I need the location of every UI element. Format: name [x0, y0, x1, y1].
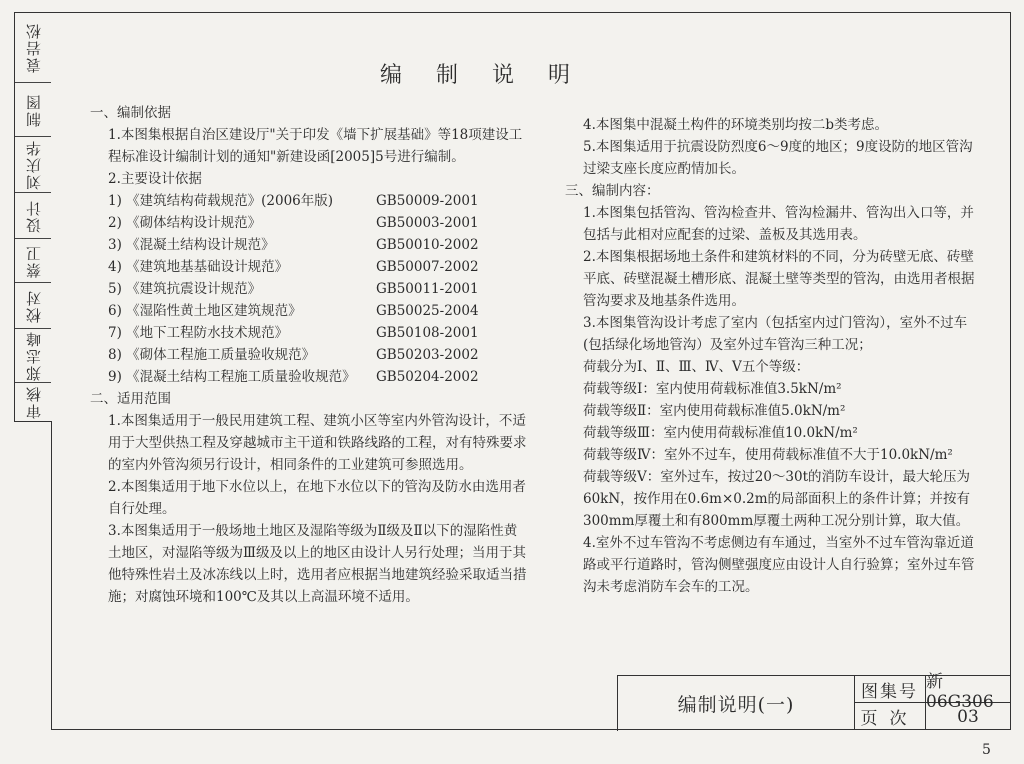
- load-level: 荷载等级Ⅴ：室外过车，按过20～30t的消防车设计，最大轮压为60kN，按作用在0.6m×0.2m的局部面积上的条件计算；并按有300mm厚覆土和有800mm厚覆土两种工况分别计算，取大值。: [583, 469, 971, 529]
- load-level: 荷载等级Ⅱ：室内使用荷载标准值5.0kN/m²: [583, 403, 846, 419]
- sig-name: 刘庆华: [24, 139, 43, 190]
- right-column: [565, 114, 985, 598]
- signature-strip: [14, 12, 52, 422]
- standards-list: [90, 190, 530, 388]
- sig-name: 袁岩松: [24, 22, 43, 73]
- list-item: 4) 《建筑地基基础设计规范》 GB50007-2002: [108, 259, 479, 275]
- page-label: 页次: [854, 703, 926, 730]
- list-item: 2) 《砌体结构设计规范》 GB50003-2001: [108, 215, 479, 231]
- drawing-name: 编制说明(一): [618, 676, 855, 730]
- list-item: 8) 《砌体工程施工质量验收规范》 GB50203-2002: [108, 347, 479, 363]
- sig-name: 蔡卫: [24, 243, 43, 278]
- sig-role: 制图: [24, 92, 43, 127]
- sig-name: 郑志峰: [24, 330, 43, 381]
- load-level: 荷载等级Ⅳ：室外不过车，使用荷载标准值不大于10.0kN/m²: [583, 447, 953, 463]
- page-value: 03: [957, 706, 979, 727]
- paragraph: 4.本图集中混凝土构件的环境类别均按二b类考虑。: [583, 117, 889, 133]
- load-level: 荷载等级Ⅰ：室内使用荷载标准值3.5kN/m²: [583, 381, 842, 397]
- sig-name-cell: [15, 13, 51, 83]
- section-title: 二、适用范围: [90, 391, 171, 407]
- list-item: 7) 《地下工程防水技术规范》 GB50108-2001: [108, 325, 479, 341]
- sig-role: 校对: [24, 288, 43, 323]
- sig-name-cell: [15, 137, 51, 193]
- sig-name-cell: [15, 329, 51, 383]
- section-title: 三、编制内容：: [565, 183, 660, 199]
- sig-role: 设计: [24, 198, 43, 233]
- atlas-number-value: 新06G306: [926, 676, 1010, 703]
- atlas-number-label: 图集号: [854, 676, 926, 703]
- list-item: 3) 《混凝土结构设计规范》 GB50010-2002: [108, 237, 479, 253]
- paragraph: 1.本图集适用于一般民用建筑工程、建筑小区等室内外管沟设计，不适用于大型供热工程及穿越城市主干道和铁路线路的工程，对有特殊要求的室内外管沟须另行设计，相同条件的工业建筑可参照选用。: [108, 413, 527, 473]
- paragraph: 荷载分为Ⅰ、Ⅱ、Ⅲ、Ⅳ、Ⅴ五个等级：: [583, 359, 810, 375]
- load-level: 荷载等级Ⅲ：室内使用荷载标准值10.0kN/m²: [583, 425, 858, 441]
- paragraph: 1.本图集包括管沟、管沟检查井、管沟检漏井、管沟出入口等，并包括与此相对应配套的过梁、盖板及其选用表。: [583, 205, 974, 243]
- list-item: 5) 《建筑抗震设计规范》 GB50011-2001: [108, 281, 479, 297]
- sig-name-cell: [15, 239, 51, 283]
- section-title: 一、编制依据: [90, 105, 171, 121]
- page-number: 5: [982, 742, 991, 758]
- paragraph: 3.本图集管沟设计考虑了室内（包括室内过门管沟），室外不过车(包括绿化场地管沟）及室外过车管沟三种工况；: [583, 315, 968, 353]
- sig-role-cell: [15, 83, 51, 137]
- paragraph: 2.本图集根据场地土条件和建筑材料的不同，分为砖壁无底、砖壁平底、砖壁混凝土槽形底、混凝土壁等类型的管沟，由选用者根据管沟要求及地基条件选用。: [583, 249, 975, 309]
- sig-role-cell: [15, 283, 51, 329]
- list-item: 9) 《混凝土结构工程施工质量验收规范》 GB50204-2002: [108, 369, 479, 385]
- paragraph: 3.本图集适用于一般场地土地区及湿陷等级为Ⅱ级及Ⅱ以下的湿陷性黄土地区，对湿陷等级为Ⅲ级及以上的地区由设计人另行处理；当用于其他特殊性岩土及冰冻线以上时，选用者应根据当地建筑经验采取适当措施；对腐蚀环境和100℃及其以上高温环境不适用。: [108, 523, 527, 605]
- sig-role-cell: [15, 383, 51, 421]
- paragraph: 2.本图集适用于地下水位以上，在地下水位以下的管沟及防水由选用者自行处理。: [108, 479, 526, 517]
- sig-role: 审核: [24, 385, 43, 419]
- list-item: 6) 《湿陷性黄土地区建筑规范》 GB50025-2004: [108, 303, 479, 319]
- paragraph: 1.本图集根据自治区建设厅"关于印发《墙下扩展基础》等18项建设工程标准设计编制计划的通知"新建设函[2005]5号进行编制。: [108, 127, 523, 165]
- sig-role-cell: [15, 193, 51, 239]
- left-column: [90, 102, 530, 608]
- list-item: 1) 《建筑结构荷载规范》(2006年版) GB50009-2001: [108, 193, 479, 209]
- paragraph: 2.主要设计依据: [108, 171, 202, 187]
- paragraph: 5.本图集适用于抗震设防烈度6～9度的地区；9度设防的地区管沟过梁支座长度应酌情加长。: [583, 139, 973, 177]
- paragraph: 4.室外不过车管沟不考虑侧边有车通过，当室外不过车管沟靠近道路或平行道路时，管沟侧壁强度应由设计人自行验算；室外过车管沟未考虑消防车会车的工况。: [583, 535, 975, 595]
- page-title: 编制说明: [380, 63, 605, 88]
- title-block: [617, 671, 1011, 731]
